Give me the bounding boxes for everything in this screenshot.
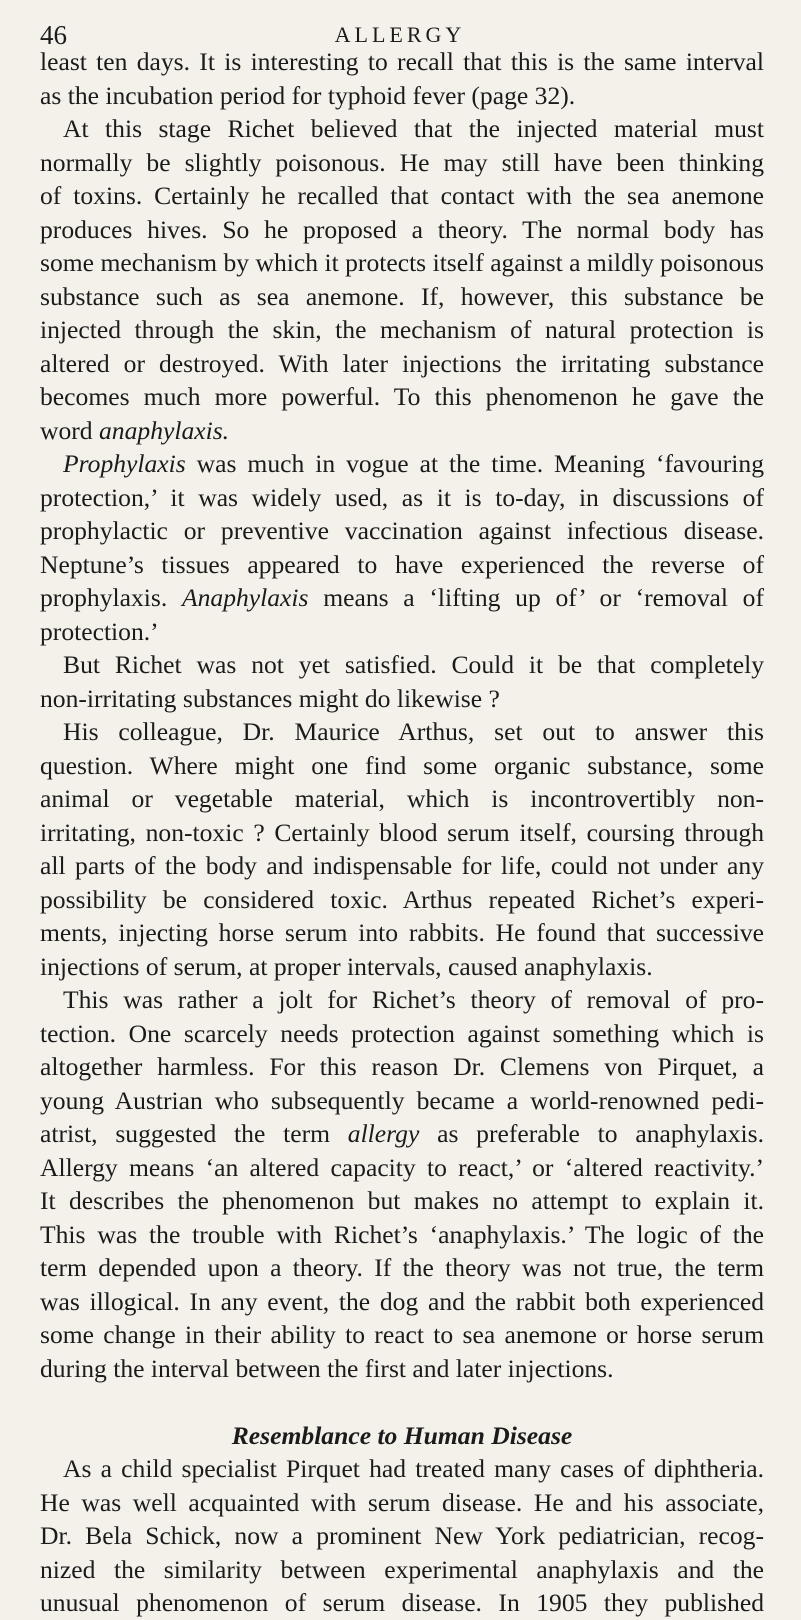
text-line: animal or vegetable material, which is incontrovertibly non-: [40, 784, 764, 813]
text-line: injections of serum, at proper intervals, caused anaphylaxis.: [40, 951, 653, 981]
text-line: substance such as sea anemone. If, however, this substance be: [40, 281, 764, 311]
section-heading: Resemblance to Human Disease: [231, 1420, 573, 1450]
text-line: ments, injecting horse serum into rabbits. He found that successive: [40, 918, 764, 947]
text-line: His colleague, Dr. Maurice Arthus, set out to answer this: [63, 717, 764, 746]
text-line: during the interval between the first and later injections.: [40, 1353, 614, 1383]
text-line: becomes much more powerful. To this phenomenon he gave the: [40, 382, 764, 411]
text-line: all parts of the body and indispensable for life, could not under any: [40, 851, 764, 880]
text-line: term depended upon a theory. If the theory was not true, the term: [40, 1253, 764, 1282]
text-line: He was well acquainted with serum disease. He and his associate,: [40, 1487, 764, 1517]
text-line: [40, 447, 764, 481]
text-line: This was the trouble with Richet’s ‘anaphylaxis.’ The logic of the: [40, 1219, 764, 1249]
text-line: altered or destroyed. With later injections the irritating substance: [40, 348, 764, 378]
running-title: ALLERGY: [334, 22, 466, 47]
text-run: as preferable to anaphylaxis.: [419, 1119, 764, 1148]
text-run: word: [40, 415, 99, 445]
text-line: [40, 581, 764, 615]
italic-term: anaphylaxis.: [99, 415, 230, 445]
page-number: 46: [40, 20, 67, 50]
text-line: protection.’: [40, 616, 159, 646]
italic-term: Prophylaxis: [63, 449, 186, 478]
text-line: nized the similarity between experimental anaphylaxis and the: [40, 1554, 764, 1584]
text-run: was much in vogue at the time. Meaning ‘favouring: [185, 449, 764, 478]
text-line: possibility be considered toxic. Arthus repeated Richet’s experi-: [40, 884, 764, 914]
text-line: some mechanism by which it protects itself against a mildly poisonous: [40, 248, 764, 277]
text-line: Allergy means ‘an altered capacity to react,’ or ‘altered reactivity.’: [40, 1152, 764, 1182]
text-line: of toxins. Certainly he recalled that contact with the sea anemone: [40, 181, 764, 210]
text-line: some change in their ability to react to sea anemone or horse serum: [40, 1320, 764, 1349]
section-spacer: [40, 1385, 764, 1419]
text-line: [40, 414, 764, 448]
text-run: prophylaxis.: [40, 583, 182, 612]
text-line: non-irritating substances might do likewise ?: [40, 683, 500, 713]
text-line: young Austrian who subsequently became a world-renowned pedi-: [40, 1085, 764, 1115]
text-line: As a child specialist Pirquet had treated many cases of diphtheria.: [63, 1454, 764, 1483]
text-line: protection,’ it was widely used, as it is to-day, in discussions of: [40, 482, 764, 512]
text-run: means a ‘lifting up of’ or ‘removal of: [308, 583, 764, 612]
text-run: atrist, suggested the term: [40, 1119, 348, 1148]
text-line: This was rather a jolt for Richet’s theory of removal of pro-: [63, 985, 764, 1014]
text-line: Dr. Bela Schick, now a prominent New York pediatrician, recog-: [40, 1521, 764, 1550]
text-line: tection. One scarcely needs protection against something which is: [40, 1018, 764, 1048]
text-line: But Richet was not yet satisfied. Could it be that completely: [63, 650, 764, 679]
text-line: unusual phenomenon of serum disease. In 1905 they published: [40, 1588, 764, 1617]
text-line: irritating, non-toxic ? Certainly blood serum itself, coursing through: [40, 817, 764, 847]
text-line: injected through the skin, the mechanism of natural protection is: [40, 315, 764, 344]
text-line: At this stage Richet believed that the injected material must: [63, 114, 764, 143]
text-line: least ten days. It is interesting to recall that this is the same interval: [40, 47, 764, 76]
text-line: normally be slightly poisonous. He may still have been thinking: [40, 147, 764, 177]
text-line: was illogical. In any event, the dog and the rabbit both experienced: [40, 1286, 764, 1316]
text-line: [40, 1117, 764, 1151]
text-line: produces hives. So he proposed a theory. The normal body has: [40, 214, 764, 244]
text-line: It describes the phenomenon but makes no attempt to explain it.: [40, 1186, 764, 1215]
text-line: as the incubation period for typhoid fever (page 32).: [40, 80, 576, 110]
italic-term: allergy: [347, 1119, 420, 1148]
text-line: altogether harmless. For this reason Dr. Clemens von Pirquet, a: [40, 1052, 764, 1081]
text-line: prophylactic or preventive vaccination against infectious disease.: [40, 516, 764, 545]
text-line: Neptune’s tissues appeared to have experienced the reverse of: [40, 549, 764, 579]
italic-term: Anaphylaxis: [181, 583, 309, 612]
body-text: [40, 45, 764, 1620]
text-line: question. Where might one find some organic substance, some: [40, 750, 764, 780]
